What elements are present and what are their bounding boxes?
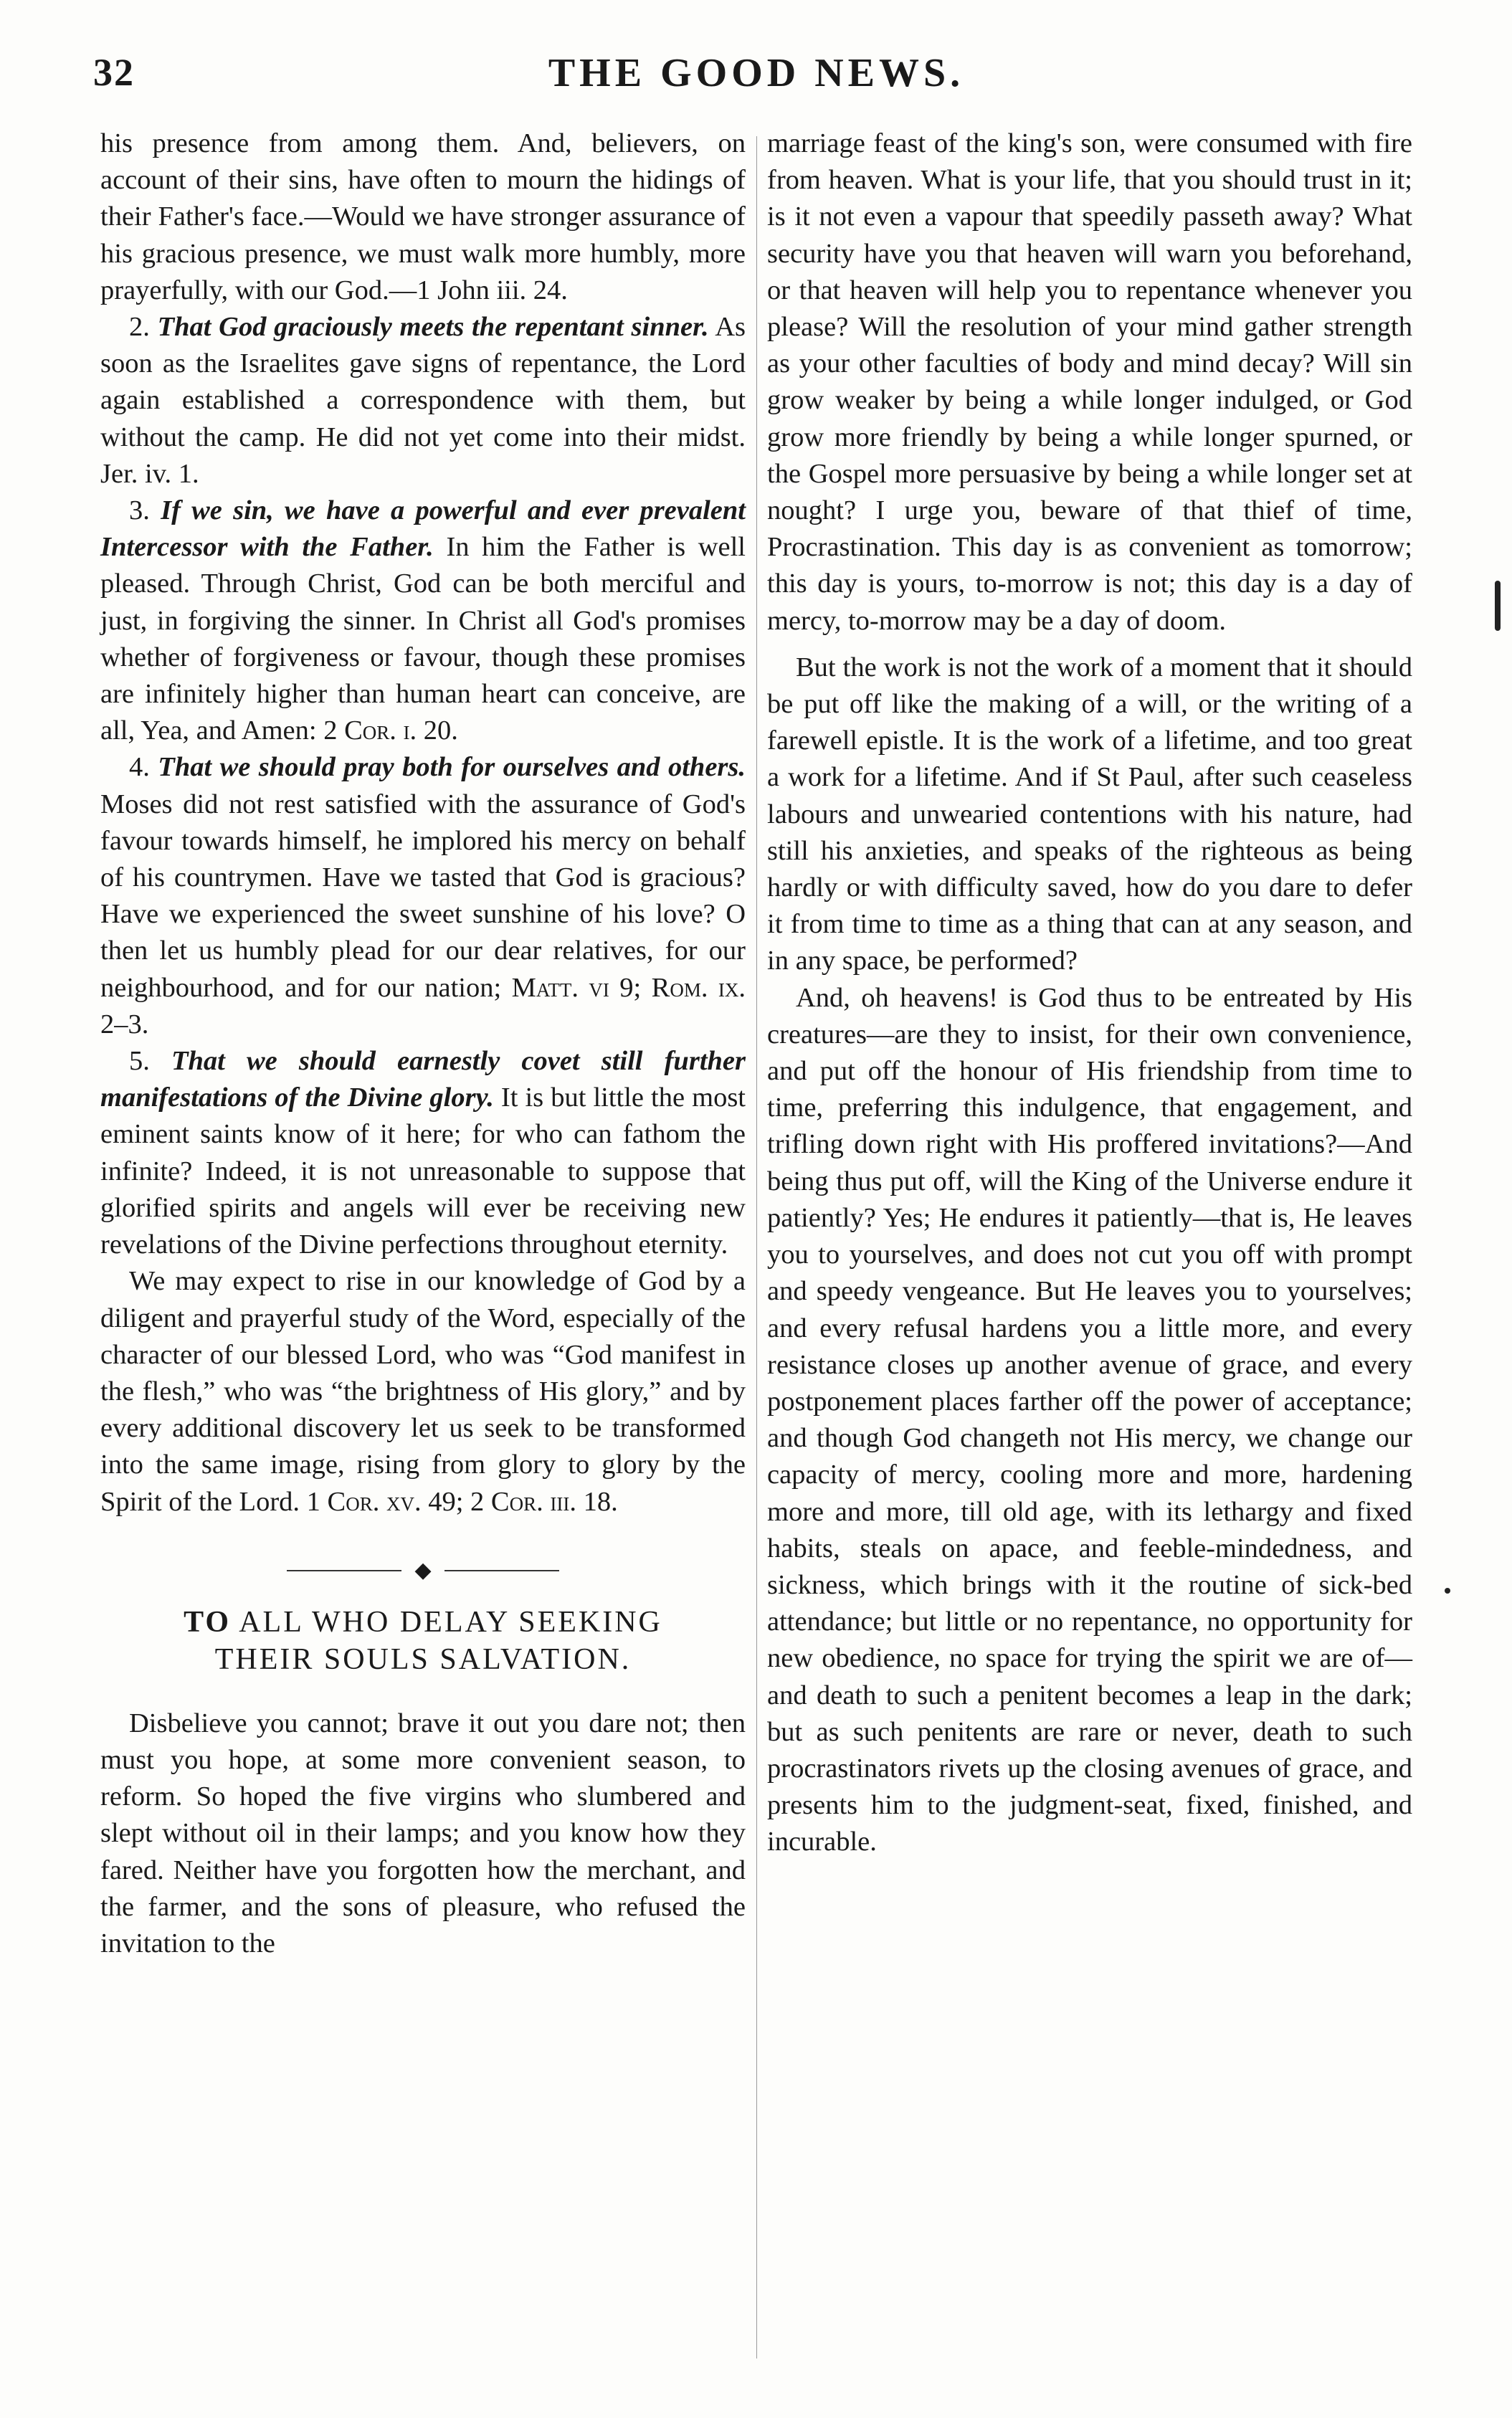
heading-line-2: THEIR SOULS SALVATION. <box>214 1642 632 1676</box>
point-body: It is but little the most eminent saints know of it here; for who can fathom the infinite? Indeed, it is not unreasonable to suppose that glorified spirits and angels will ever be receiving new revelations of the Divine perfections throughout eternity. <box>100 1082 746 1260</box>
right-column <box>767 125 1412 1861</box>
closing-paragraph <box>100 1263 746 1520</box>
point-number: 2. <box>129 312 150 343</box>
point-heading: That we should pray both for ourselves and others. <box>158 752 746 783</box>
numbered-point-2 <box>100 309 746 492</box>
running-title: THE GOOD NEWS. <box>548 51 965 95</box>
page-number: 32 <box>93 51 135 94</box>
ink-blemish <box>1445 1588 1450 1594</box>
point-heading: That God graciously meets the repentant sinner. <box>157 312 709 343</box>
ink-blemish <box>1495 581 1501 631</box>
article-paragraph: Disbelieve you cannot; brave it out you dare not; then must you hope, at some more convenient season, to reform. So hoped the five virgins who slumbered and slept without oil in their lamps; and you know how they fared. Neither have you forgotten how the merchant, and the farmer, and the sons of pleasure, who refused the invitation to the <box>100 1708 746 1958</box>
column-divider <box>756 136 757 2358</box>
scripture-reference: Matt. vi 9; Rom. ix. 2–3. <box>100 972 746 1039</box>
numbered-point-5 <box>100 1043 746 1263</box>
numbered-point-3 <box>100 492 746 749</box>
left-column <box>100 125 746 1962</box>
separator-line <box>444 1570 559 1571</box>
heading-line-1: ALL WHO DELAY SEEKING <box>239 1605 662 1639</box>
scripture-reference: 1 Cor. xv. 49; 2 Cor. iii. 18. <box>306 1486 618 1517</box>
section-separator <box>287 1556 559 1585</box>
point-number: 4. <box>129 752 150 783</box>
ornament-icon: ◆ <box>414 1558 432 1582</box>
paragraph-continuation: his presence from among them. And, believers, on account of their sins, have often to mourn the hidings of their Father's face.—Would we have stronger assurance of his gracious presence, we must walk more humbly, more prayerfully, with our God.—1 John iii. 24. <box>100 128 746 305</box>
point-heading: That we should earnestly covet still further manifestations of the Divine glory. <box>100 1046 746 1113</box>
paragraph-body: We may expect to rise in our knowledge of God by a diligent and prayerful study of the Word, especially of the character of our blessed Lord, who was “God manifest in the flesh,” who was “the brightness of His glory,” and by every additional discovery let us seek to be transformed into the same image, rising from glory to glory by the Spirit of the Lord. <box>100 1266 746 1517</box>
heading-word: TO <box>184 1605 232 1639</box>
numbered-point-4 <box>100 749 746 1043</box>
article-heading <box>100 1604 746 1678</box>
paragraph-continuation: marriage feast of the king's son, were consumed with fire from heaven. What is your life, that you should trust in it; is it not even a vapour that speedily passeth away? What security have you that heaven will warn you beforehand, or that heaven will help you to repentance whenever you please? Will the resolution of your mind gather strength as your other faculties of body and mind decay? Will sin grow weaker by being a while longer indulged, or God grow more friendly by being a while longer spurned, or the Gospel more persuasive by being a while longer set at nought? I urge you, beware of that thief of time, Procrastination. This day is as convenient as tomorrow; this day is yours, to-morrow is not; this day is a day of mercy, to-morrow may be a day of doom. <box>767 128 1412 636</box>
page-header <box>93 50 1420 100</box>
scripture-reference: 2 Cor. i. 20. <box>323 715 458 746</box>
point-body: Moses did not rest satisfied with the assurance of God's favour towards himself, he implored his mercy on behalf of his countrymen. Have we tasted that God is gracious? Have we experienced the sweet sunshine of his love? O then let us humbly plead for our dear relatives, for our neighbourhood, and for our nation; <box>100 789 746 1003</box>
point-body: As soon as the Israelites gave signs of repentance, the Lord again established a correspondence with them, but without the camp. He did not yet come into their midst. Jer. iv. 1. <box>100 312 746 489</box>
article-paragraph: But the work is not the work of a moment that it should be put off like the making of a will, or the writing of a farewell epistle. It is the work of a lifetime, and too great a work for a lifetime. And if St Paul, after such ceaseless labours and unwearied contentions with his nature, had still his anxieties, and speaks of the righteous as being hardly or with difficulty saved, how do you dare to defer it from time to time as a thing that can at any season, and in any space, be performed? <box>767 652 1412 976</box>
point-number: 5. <box>129 1046 150 1077</box>
point-heading: If we sin, we have a powerful and ever prevalent Intercessor with the Father. <box>100 495 746 563</box>
article-paragraph: And, oh heavens! is God thus to be entreated by His creatures—are they to insist, for their own convenience, and put off the honour of His friendship from time to time, preferring this indulgence, that engagement, and trifling down right with His proffered invitations?—And being thus put off, will the King of the Universe endure it patiently? Yes; He endures it patiently—that is, He leaves you to yourselves, and does not cut you off with prompt and speedy vengeance. But He leaves you to yourselves; and every refusal hardens you a little more, and every resistance closes up another avenue of grace, and every postponement places farther off the power of acceptance; and though God changeth not His mercy, we change our capacity of mercy, cooling more and more, hardening more and more, till old age, with its lethargy and fixed habits, steals on apace, and feeble-mindedness, and sickness, which brings with it the routine of sick-bed attendance; but little or no repentance, no opportunity for new obedience, no space for trying the spirit we are of—and death to such a penitent becomes a leap in the dark; but as such penitents are rare or never, death to such procrastinators rivets up the closing avenues of grace, and presents him to the judgment-seat, fixed, finished, and incurable. <box>767 982 1412 1857</box>
point-body: In him the Father is well pleased. Through Christ, God can be both merciful and just, in forgiving the sinner. In Christ all God's promises whether of forgiveness or favour, though these promises are infinitely higher than human heart can conceive, are all, Yea, and Amen: <box>100 532 746 746</box>
point-number: 3. <box>129 495 150 526</box>
